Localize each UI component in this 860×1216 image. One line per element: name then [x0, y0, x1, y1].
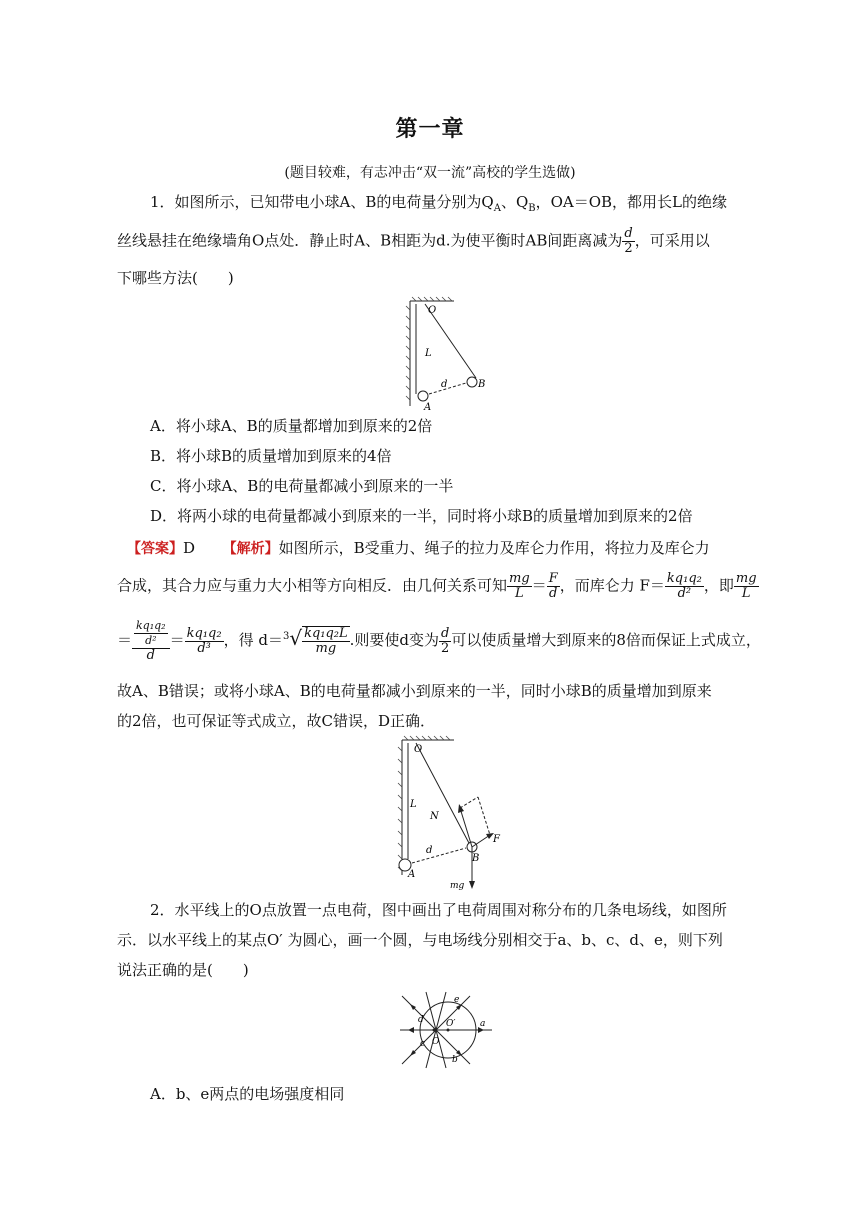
pendulum-figure-1 — [396, 296, 496, 411]
fig3-label-o: O — [432, 1037, 440, 1047]
q1-analysis-line2: 合成，其合力应与重力大小相等方向相反．由几何关系可知 $\frac{mg}{L}$ ＝ $\frac{F}{d}$ ，而库仑力 F＝ $\frac{\text{kq₁q₂}}{\text{d²}}$ ，即 $\frac{mg}{L}$ — [117, 571, 757, 601]
q1-line3: 下哪些方法( ) — [117, 269, 234, 287]
fig1-label-a: A — [424, 402, 432, 411]
answer-value: D — [183, 539, 196, 557]
fig2-label-n: N — [430, 811, 439, 822]
fig1-label-d: d — [441, 379, 448, 390]
fig1-label-o: O — [428, 305, 437, 316]
q1-option-a: A．将小球A、B的质量都增加到原来的2倍 — [150, 417, 433, 435]
fig3-label-a: a — [480, 1019, 486, 1029]
page-subtitle: (题目较难，有志冲击“双一流”高校的学生选做) — [284, 165, 576, 181]
fig1-label-b: B — [478, 379, 486, 390]
pendulum-force-figure — [392, 735, 512, 895]
q2-option-a: A．b、e两点的电场强度相同 — [150, 1085, 345, 1103]
fig1-label-l: L — [425, 348, 432, 359]
fig3-label-e: e — [454, 995, 460, 1005]
fig2-label-b: B — [472, 853, 480, 864]
q1-option-b: B．将小球B的质量增加到原来的4倍 — [150, 447, 392, 465]
fig2-label-d: d — [426, 845, 433, 856]
fig2-label-o: O — [414, 744, 423, 755]
q1-line2: 丝线悬挂在绝缘墙角O点处．静止时A、B相距为d.为使平衡时AB间距离减为 $\frac{d}{2}$ ，可采用以 — [117, 226, 710, 256]
q1-analysis-line3: ＝ $\frac{\frac{\text{kq₁q₂}}{\text{d²}}}{d}$ ＝ $\frac{\text{kq₁q₂}}{\text{d³}}$ ，得 d＝$^3$√ $\frac{\text{kq₁q₂L}}{mg}$ .则要使d变为 $\frac{d}{2}$ 可以使质量增大到原来的8倍而保证上式成立， — [117, 619, 761, 663]
q1-option-d: D．将两小球的电荷量都减小到原来的一半，同时将小球B的质量增加到原来的2倍 — [150, 507, 693, 525]
q1-analysis-line5: 的2倍，也可保证等式成立，故C错误，D正确． — [117, 712, 436, 730]
answer-tag: 【答案】 — [127, 541, 183, 557]
q1-line1: 1．如图所示，已知带电小球A、B的电荷量分别为$Q_A$、$Q_B$，OA＝OB，都用长L的绝缘 — [150, 193, 728, 214]
fig3-label-o-prime: O′ — [446, 1019, 456, 1029]
q2-line1: 2．水平线上的O点放置一点电荷，图中画出了电荷周围对称分布的几条电场线，如图所 — [150, 901, 727, 919]
fig3-label-d: d — [418, 1015, 424, 1025]
fig3-label-c: c — [420, 1039, 426, 1049]
fig2-label-mg: mg — [450, 881, 465, 891]
field-lines-figure — [396, 990, 496, 1070]
analysis-tag: 【解析】 — [222, 541, 279, 557]
fig3-label-b: b — [452, 1055, 458, 1065]
fig2-label-l: L — [410, 799, 417, 810]
fig2-label-f: F — [493, 834, 500, 845]
q1-answer-line: 【答案】D 【解析】如图所示，B受重力、绳子的拉力及库仑力作用，将拉力及库仑力 — [127, 539, 710, 557]
q1-analysis-line4: 故A、B错误；或将小球A、B的电荷量都减小到原来的一半，同时小球B的质量增加到原来 — [117, 682, 712, 700]
q2-line3: 说法正确的是( ) — [117, 961, 249, 979]
q2-line2: 示．以水平线上的某点O′ 为圆心，画一个圆，与电场线分别相交于a、b、c、d、e，则下列 — [117, 931, 723, 949]
fig2-label-a: A — [408, 869, 416, 880]
q1-option-c: C．将小球A、B的电荷量都减小到原来的一半 — [150, 477, 454, 495]
page-title: 第一章 — [395, 117, 465, 142]
